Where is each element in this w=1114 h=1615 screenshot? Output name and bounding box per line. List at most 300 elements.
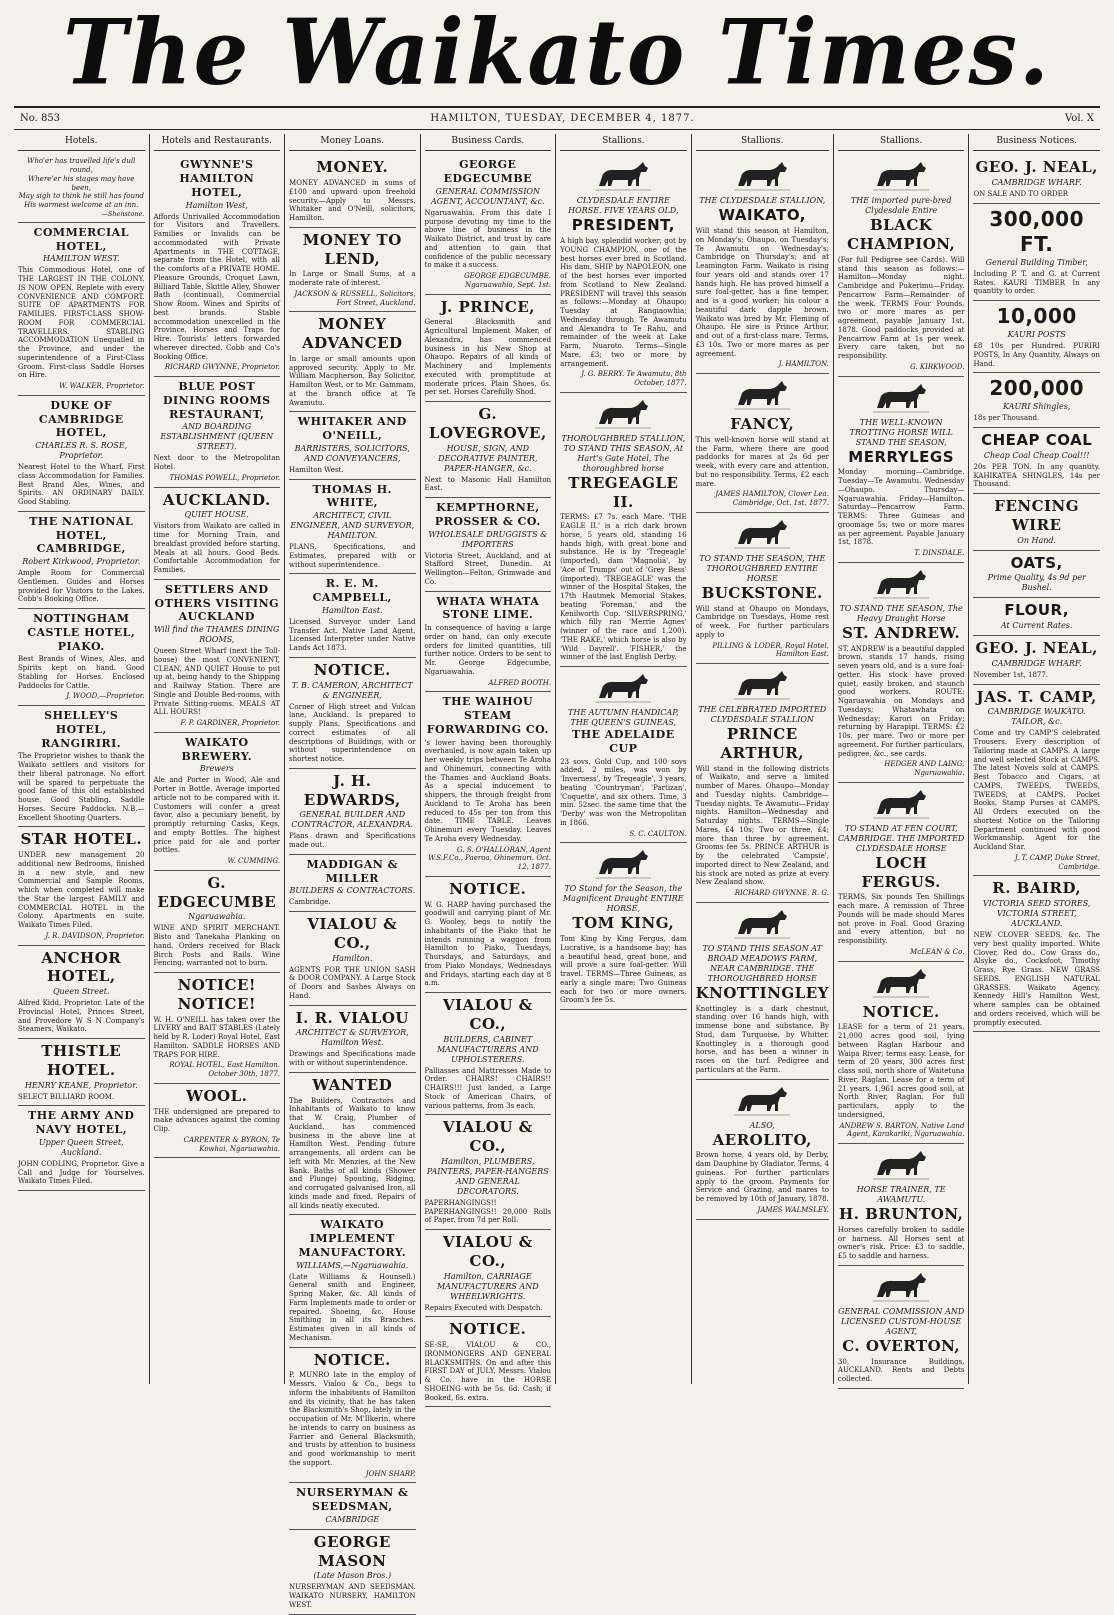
ad-title: WHITAKER AND O'NEILL, — [297, 415, 407, 442]
advertisement — [289, 312, 416, 412]
ad-body: 20s PER TON. In any quantity. KAHIKATEA SHINGLES, 14s per Thousand. — [973, 462, 1100, 489]
column-heading: Hotels. — [18, 134, 145, 151]
advertisement — [560, 393, 687, 667]
newspaper-title: The Waikato Times. — [63, 0, 1051, 106]
horse-engraving-icon — [696, 518, 829, 552]
ad-body: TERMS: £7 7s. each Mare. 'THE EAGLE II.' is a rich dark brown horse, 5 years old, standing 16 hands high, with great bone and substance. He is by 'Tregeagle' (imported), dam 'Magnolia', by 'Ace of Trumps' out of 'Grey Bess' (imported). 'TREGEAGLE' was the winner of the Hospital Stakes, the 17th Hautmek Memorial Stakes, beating 'Foreman,' and the Kenilworth Cup. 'SILVERSPRING,' which filly ran 'Merrie Agnes' (winner of the race and 1,200). 'THE RAKE,' which horse is also by 'Wild Dayrell'. 'FISHER,' the winner of the last English Derby. — [560, 513, 687, 662]
ad-subtitle: Hamilton West, — [185, 200, 248, 210]
ad-body: W. H. O'NEILL has taken over the LIVERY and BAIT STABLES (Lately held by R. Loder) Royal Hotel, East Hamilton. SADDLE HORSES AND TRAPS FOR HIRE. — [153, 1015, 281, 1059]
ad-title: TREGEAGLE II. — [568, 473, 679, 511]
ad-title: PRESIDENT, — [571, 216, 675, 235]
ad-body: Ample Room for Commercial Gentlemen. Guides and Horses provided for Visitors to the Lakes. Cobb's Booking Office. — [18, 569, 145, 604]
ad-subtitle: Will find the THAMES DINING ROOMS, — [154, 625, 280, 644]
advertisement — [838, 962, 965, 1145]
ad-body: 23 sovs, Gold Cup, and 100 sovs added, 2 miles, was won by 'Inverness', by 'Tregeagle', 3 years, beating 'Countryman', 'Partizan', 'Coquette', and six others. Time, 3 min. 52sec. the same time that the 'Derby' was won the Metropolitan in 1866. — [560, 757, 687, 827]
ad-subtitle: Robert Kirkwood, Proprietor. — [22, 557, 141, 567]
ad-body: Monday morning—Cambridge. Tuesday—Te Awamutu. Wednesday—Ohaupo. Thursday—Ngaruawahia. Friday—Hamilton. Saturday—Pencarrow Farm. TERMS: Three Guineas and groomage 5s; two or more mares as per agreement. Payable January 1st, 1878. — [837, 468, 965, 547]
ad-title: VIALOU & CO., — [307, 915, 398, 952]
ad-body: In Large or Small Sums, at a moderate rate of interest. — [289, 270, 416, 287]
ad-title: G. EDGECUMBE — [157, 873, 277, 911]
ad-subtitle: General Building Timber, — [985, 257, 1088, 267]
ad-title: FENCING WIRE — [994, 497, 1080, 534]
verse-author: —Shenstone. — [101, 209, 145, 218]
ad-body: MONEY ADVANCED in sums of £100 and upward upon freehold security.—Apply to Messrs. Whitaker and O'Neill, solicitors, Hamilton. — [289, 179, 416, 222]
advertisement — [425, 993, 552, 1115]
ad-body: LEASE for a term of 21 years, 21,000 acres good soil, lying between Raglan Harbour and Waipa River; terms easy. Lease, for term of 20 years, 300 acres first class soil, north shore of Waitetuna River, Raglan. Lease for a term of 21 years, 1,961 acres good soil, at North River, Raglan. For full particulars, apply to the undersigned, — [837, 1023, 965, 1119]
advertisement — [289, 480, 416, 575]
ad-signature: ROYAL HOTEL, East Hamilton. October 30th, 1877. — [169, 1061, 281, 1078]
ad-title: JAS. T. CAMP, — [976, 687, 1097, 706]
ad-list — [838, 155, 965, 1389]
ad-signature: J. R. DAVIDSON, Proprietor. — [45, 931, 145, 940]
issue-number: No. 853 — [20, 113, 61, 124]
advertisement — [425, 1317, 552, 1407]
ad-subtitle: Prime Quality, 4s 9d per Bushel. — [987, 573, 1086, 593]
ad-title: THE ADELAIDE CUP — [572, 728, 675, 755]
advertisement — [289, 574, 416, 658]
ad-body: (Late Williams & Hounsell.) General smith and Engineer, Spring Maker, &c. All kinds of Farm Implements made to order or repaired. Shoeing, &c. House Smithing in all its Branches. Estimates given in all kinds of Mechanism. — [289, 1272, 416, 1342]
advertisement — [973, 685, 1100, 877]
advertisement — [560, 667, 687, 843]
ad-title: THE NATIONAL HOTEL, CAMBRIDGE, — [29, 514, 134, 556]
advertisement — [696, 664, 829, 903]
ad-signature: CARPENTER & BYRON, Te Kowhai, Ngaruawahia. — [183, 1135, 281, 1153]
verse-line: Where'er his stages may have been, — [28, 174, 135, 192]
advertisement — [18, 827, 145, 945]
ad-title: GWYNNE'S HAMILTON HOTEL, — [179, 158, 255, 199]
advertisement — [289, 1006, 416, 1073]
ad-title: MONEY TO LEND, — [302, 230, 402, 268]
ad-title: LOCH FERGUS. — [861, 853, 941, 891]
ad-body: Tom King by King Fergus, dam Lucrative, is a handsome bay; has a beautiful head, great bone, and will prove a sure foal-getter. Will travel. TERMS—Three Guineas, as early a single mare; Two Guineas each for two or more owners. Groom's fee 5s. — [560, 935, 687, 1005]
ad-body: £8 10s per Hundred. PURIRI POSTS, In Any Quantity, Always on Hand. — [973, 342, 1100, 368]
advertisement — [973, 494, 1100, 551]
ad-title: J. H. EDWARDS, — [303, 771, 401, 809]
ad-body: WINE AND SPIRIT MERCHANT. Bisto and Tanekaha Planking on hand. Orders received for Black Birch Posts and Rails. Wine Fencing, warranted not to burn. — [153, 924, 281, 968]
advertisement — [973, 876, 1100, 1032]
ad-body: The Builders, Contractors and Inhabitants of Waikato to know that W. Craig, Plumber of Auckland, has commenced business in the above line at Hamilton West. Pending future arrangements, all orders can be left with Mr. Menzies, at the New Bank. Baths of all kinds (Shower and Plunge) Spouting, Ridging, and corrugated galvanised Iron, all kinds made and fixed. Repairs of all kinds neatly executed. — [289, 1096, 416, 1210]
ad-body: Cambridge. — [289, 898, 331, 907]
ad-signature: JOHN SHARP, — [365, 1469, 416, 1478]
horse-engraving-icon — [696, 1085, 829, 1119]
ad-signature: W. CUMMING. — [227, 857, 281, 865]
ad-body: November 1st, 1877. — [973, 670, 1049, 679]
ad-subtitle: HORSE TRAINER, TE AWAMUTU. — [856, 1185, 946, 1204]
column-heading: Business Notices. — [973, 134, 1100, 151]
horse-engraving-icon — [560, 160, 687, 194]
horse-engraving-icon — [838, 1271, 965, 1305]
ad-subtitle: WILLIAMS,—Ngaruawahia. — [296, 1260, 409, 1270]
horse-engraving-icon — [838, 967, 965, 1001]
ad-body: ON SALE AND TO ORDER — [973, 190, 1069, 198]
column-heading: Stallions. — [838, 134, 965, 151]
verse-line: May sigh to think he still has found — [18, 192, 144, 201]
ad-body: Corner of High street and Vulcan lane, Auckland. Is prepared to supply Plans, Specifications and correct estimates of all descriptions of Buildings, with or without superintendence on shortest notice. — [289, 702, 416, 763]
ad-signature: T. DINSDALE. — [914, 549, 965, 557]
ad-subtitle: THE AUTUMN HANDICAP, THE QUEEN'S GUINEAS, — [568, 708, 679, 727]
ad-body: The Proprietor wishes to thank the Waikato settlers and visitors for their liberal patronage. No effort will be spared to perpetuate the good fame of this old established house. Good Stabling. Saddle Horses. Secure Paddocks. N.B.—Excellent Shooting Quarters. — [18, 752, 145, 822]
advertisement — [18, 946, 145, 1040]
advertisement — [18, 396, 145, 512]
ad-body: Affords Unrivalled Accommodation for Visitors and Travellers. Families or Invalids can be accommodated with Private Apartments in THE COTTAGE, separate from the Hotel, with all the comforts of a PRIVATE HOME. Pleasure Grounds, Croquet Lawn, Billiard Table, Skittle Alley, Shower Bath (continual), Commercial Show Room. Wines and Spirits of best brands. Stable accommodation unexcelled in the Province. Horses and Traps for Hire. Tourists' letters forwarded wherever directed. Cobb and Co's Booking Office. — [153, 212, 281, 361]
ad-title: MADDIGAN & MILLER — [306, 857, 399, 885]
ad-body: Brown horse, 4 years old, by Derby, dam Dauphine by Gladiator. Terms, 4 guineas. For further particulars apply to the groom. Payments for Service and Grazing, and mares to be removed by 10th of January, 1878. — [695, 1151, 829, 1203]
ad-list — [560, 155, 687, 1010]
ad-body: UNDER new management 20 additional new Bedrooms, finished in a new style, and new Commercial and Sample Rooms, which when completed will make the Star the largest FAMILY and COMMERCIAL HOTEL in the Colony. Apartments en suite. Waikato Times Filed. — [18, 851, 145, 930]
ad-subtitle: THOROUGHBRED STALLION, TO STAND THIS SEASON, At Hart's Gate Hotel, The thoroughbred horse — [561, 433, 686, 473]
advertisement — [425, 692, 552, 877]
advertisement — [18, 223, 145, 396]
ad-body: PAPERHANGINGS!! PAPERHANGINGS!! 20,000 Rolls of Paper, from 7d per Roll. — [424, 1198, 552, 1225]
ad-title: MERRYLEGS — [848, 447, 955, 466]
ad-body: Plans drawn and Specifications made out. — [289, 832, 416, 849]
ad-body: Repairs Executed with Despatch. — [424, 1303, 543, 1312]
ad-subtitle: THE imported pure-bred Clydesdale Entire — [850, 196, 952, 216]
ad-signature: THOMAS POWELL, Proprietor. — [169, 473, 281, 482]
ad-body: Best Brands of Wines, Ales, and Spirits kept on hand. Good Stabling for Horses. Enclosed Paddocks for Cattle. — [18, 655, 145, 690]
ad-subtitle: CHARLES R. S. ROSE, Proprietor. — [35, 441, 128, 461]
ad-body: W. G. HARP having purchased the goodwill and carrying plant of Mr. G. Wooley, begs to notify the inhabitants of the Piako that he intends running a waggon from Hamilton to Piako, Tuesdays, Thursdays, and Saturdays, and from Piako Mondays, Wednesdays and Fridays, starting each day at 8 a.m. — [424, 900, 552, 988]
ad-title: 300,000 FT. — [989, 206, 1084, 256]
advertisement — [973, 428, 1100, 494]
ad-signature: HEDGER AND LAING, Ngaruawahia. — [884, 760, 965, 777]
column-hotels — [14, 134, 149, 1384]
advertisement — [425, 155, 552, 294]
ad-title: R. E. M. CAMPBELL, — [312, 577, 392, 604]
advertisement — [18, 706, 145, 827]
advertisement — [425, 498, 552, 592]
advertisement — [154, 488, 281, 580]
ad-title: MONEY ADVANCED — [301, 315, 403, 352]
ad-subtitle: CAMBRIDGE WAIKATO. TAILOR, &c. — [987, 707, 1086, 727]
advertisement — [973, 301, 1100, 373]
ad-title: NOTICE. — [862, 1002, 940, 1021]
ad-body: Will stand in the following districts of Waikato, and serve a limited number of Mares. Ohaupo—Monday and Tuesday nights. Cambridge—Tuesday nights. Te Awamutu—Friday nights. Hamilton—Wednesday and Saturday nights. TERMS—Single Mares, £4 10s; Two or three, £4; more than three by agreement. Grooms fee 5s. PRINCE ARTHUR is by the celebrated 'Campsie', imported direct to New Zealand, and his stock are noted as prize at every New Zealand show. — [695, 764, 829, 887]
advertisement — [18, 1039, 145, 1106]
ad-subtitle: HOUSE, SIGN, AND DECORATIVE PAINTER, PAPER-HANGER, &c. — [438, 443, 538, 473]
ad-title: R. BAIRD, — [992, 879, 1082, 898]
advertisement — [838, 563, 965, 783]
ad-title: NOTTINGHAM CASTLE HOTEL, PIAKO. — [27, 612, 136, 653]
advertisement — [154, 1084, 281, 1159]
ad-subtitle: WHOLESALE DRUGGISTS & IMPORTERS — [428, 529, 548, 549]
ad-body: SELECT BILLIARD ROOM. — [18, 1092, 115, 1101]
column-stallions-1 — [555, 134, 691, 1384]
advertisement — [289, 228, 416, 313]
ad-body: Knottingley is a dark chestnut, standing over 16 hands high, with immense bone and substance. By Stud, dam Turquoise, by Whitter. Knottingley is a thorough good horse, and has been a winner in races on the turf. Pedigree and particulars at the Farm. — [695, 1004, 829, 1074]
ad-subtitle: HENRY KEANE, Proprietor. — [24, 1080, 138, 1090]
ad-title: VIALOU & CO., — [442, 1233, 533, 1270]
ad-title: COMMERCIAL HOTEL, — [33, 225, 129, 253]
column-heading: Stallions. — [560, 134, 687, 151]
ad-signature: JAMES HAMILTON, Clover Lea. Cambridge, Oct. 1st, 1877. — [715, 490, 829, 507]
masthead — [0, 0, 1114, 104]
advertisement — [425, 1115, 552, 1230]
ad-title: J. PRINCE, — [440, 297, 536, 316]
advertisement — [425, 592, 552, 693]
advertisement — [18, 1106, 145, 1191]
ad-title: ANCHOR HOTEL, — [41, 948, 122, 986]
ad-title: C. OVERTON, — [842, 1336, 961, 1355]
advertisement — [696, 374, 829, 513]
ad-signature: G. KIRKWOOD. — [910, 362, 965, 371]
ad-subtitle: Hamilton, CARRIAGE MANUFACTURERS AND WHEELWRIGHTS. — [436, 1271, 539, 1301]
ad-title: KNOTTINGLEY — [695, 983, 829, 1002]
ad-subtitle: ARCHITECT, CIVIL ENGINEER, AND SURVEYOR, HAMILTON. — [290, 511, 415, 540]
ad-subtitle: BUILDERS, CABINET MANUFACTURERS AND UPHOLSTERERS. — [436, 1034, 539, 1064]
ad-signature: J. T. CAMP, Duke Street, Cambridge. — [1014, 853, 1100, 871]
ad-body: Will stand this season at Hamilton, on Monday's; Ohaupo, on Tuesday's; Te Awamutu on Wednesday's; Cambridge on Thursday's; and at Leamington Farm. Waikato is rising four years old and stands over 17 hands high. He has proved himself a sure foal-getter, has a fine temper, and is a good worker; his colour a beautiful dark dapple brown. Waikato was bred by Mr. Fleming of Ohaupo. He sire is Prince Arthur, and out of a first-class mare. Terms, £3 10s. Two or more mares as per agreement. — [695, 227, 829, 358]
place-date: HAMILTON, TUESDAY, DECEMBER 4, 1877. — [430, 113, 695, 124]
ad-subtitle: HAMILTON WEST. — [43, 254, 120, 264]
advertisement — [289, 155, 416, 228]
ad-title: GEO. J. NEAL, — [975, 158, 1098, 177]
horse-engraving-icon — [696, 160, 829, 194]
ad-subtitle: THE CELEBRATED IMPORTED CLYDESDALE STALLION — [698, 705, 827, 724]
ad-title: 10,000 — [996, 304, 1077, 328]
advertisement — [289, 1348, 416, 1484]
ad-signature: ANDREW S. BARTON, Native Land Agent, Karakariki, Ngaruawahia. — [839, 1121, 965, 1139]
ad-body: NURSERYMAN AND SEEDSMAN. WAIKATO NURSERY, HAMILTON WEST. — [289, 1583, 416, 1609]
ad-signature: J. G. BERRY. Te Awamutu, 8th October, 1877. — [581, 370, 687, 387]
advertisement — [425, 1230, 552, 1317]
ad-body: Ngaruawahia. From this date I purpose devoting my time to the above line of business in the Waikato District, and trust by care and attention to gain that confidence of the public necessary to make it a success. — [424, 208, 552, 270]
column-heading: Business Cards. — [425, 134, 552, 151]
advertisement — [154, 733, 281, 871]
ad-list — [973, 155, 1100, 1032]
advertisement — [838, 1266, 965, 1389]
ad-title: GEORGE MASON — [313, 1532, 391, 1570]
advertisement — [838, 1144, 965, 1266]
horse-engraving-icon — [838, 1149, 965, 1183]
ad-subtitle: ALSO, — [749, 1120, 775, 1130]
ad-title: MONEY. — [316, 158, 389, 177]
ad-title: GEO. J. NEAL, — [975, 639, 1098, 657]
ad-subtitle: On Hand. — [1017, 535, 1057, 545]
advertisement — [973, 551, 1100, 599]
ad-body: Palliasses and Mattresses Made to Order. CHAIRS! CHAIRS!! CHAIRS!!! Just landed, a Large Stock of American Chairs, of various patterns, from 3s each. — [424, 1066, 552, 1110]
column-heading: Money Loans. — [289, 134, 416, 151]
advertisement — [154, 871, 281, 973]
ad-signature: GEORGE EDGECUMBE. Ngaruawahia, Sept. 1st. — [464, 272, 552, 289]
ad-title: TOM KING, — [572, 914, 675, 933]
ad-body: 30, Insurance Buildings, AUCKLAND. Rents and Debts collected. — [837, 1357, 965, 1383]
ad-body: THE undersigned are prepared to make advances against the coming Clip. — [153, 1107, 281, 1133]
ad-subtitle: Hamilton East. — [321, 605, 383, 615]
column-hotels-restaurants — [149, 134, 285, 1384]
advertisement — [973, 155, 1100, 204]
horse-engraving-icon — [560, 848, 687, 882]
ad-title: WAIKATO, — [718, 206, 806, 225]
ad-title: THE WAIHOU STEAM FORWARDING CO. — [426, 695, 549, 736]
advertisement — [838, 783, 965, 962]
ad-body: Next to Masonic Hall Hamilton East. — [424, 475, 552, 493]
ad-title: AEROLITO, — [712, 1130, 812, 1149]
ad-title: WAIKATO BREWERY. — [181, 735, 253, 763]
advertisement — [425, 402, 552, 498]
ad-title: BUCKSTONE. — [701, 583, 823, 602]
ad-title: DUKE OF CAMBRIDGE HOTEL, — [38, 398, 124, 440]
ad-title: NOTICE. — [313, 1350, 391, 1369]
volume-number: Vol. X — [1065, 113, 1094, 124]
ad-subtitle: BUILDERS & CONTRACTORS. — [289, 886, 416, 896]
ad-subtitle: GENERAL COMMISSION AND LICENSED CUSTOM-HOUSE AGENT, — [838, 1306, 965, 1336]
column-heading: Hotels and Restaurants. — [154, 134, 281, 151]
ad-subtitle: (Late Mason Bros.) — [313, 1571, 392, 1581]
ad-body: In large or small amounts upon approved security. Apply to Mr. William Macpherson, Bay Solicitor, Hamilton West, or to Mr. Gammam, at the branch office at Te Awamutu. — [289, 354, 416, 407]
advertisement — [18, 609, 145, 706]
advertisement — [289, 1483, 416, 1530]
ad-body: This Commodious Hotel, one of THE LARGEST IN THE COLONY, IS NOW OPEN. Replete with every CONVENIENCE AND COMFORT. SUITE OF APARTMENTS FOR FAMILIES. FIRST-CLASS SHOW-ROOM FOR COMMERCIAL TRAVELLERS. STABLING ACCOMMODATION Unequalled in the Province, and under the superintendence of a First-Class Groom. First-class Saddle Horses on Hire. — [18, 266, 145, 380]
ad-signature: S. C. CAULTON. — [629, 829, 687, 838]
column-business-cards — [420, 134, 556, 1402]
advertisement — [696, 1080, 829, 1220]
ad-subtitle: THE CLYDESDALE STALLION, — [699, 196, 826, 206]
ad-body: In consequence of having a large order on hand, can only execute orders for limited quantities, till further notice. Orders to be sent to Mr. George Edgecumbe, Ngaruawahia. — [424, 624, 552, 676]
advertisement — [289, 658, 416, 769]
ad-list — [696, 155, 829, 1219]
ad-signature: RICHARD GWYNNE, Proprietor. — [164, 363, 281, 372]
ad-subtitle: Upper Queen Street, Auckland. — [38, 1137, 124, 1157]
ad-title: FANCY, — [730, 415, 795, 433]
ad-title: I. R. VIALOU — [295, 1008, 409, 1027]
ad-title: BLUE POST DINING ROOMS RESTAURANT, — [162, 380, 271, 421]
ad-body: Ale and Porter in Wood, Ale and Porter in Bottle. Average imported article not to be compared with it. Customers will confer a great favor, also a pecuniary benefit, by promptly returning Casks, Kegs, and empty Bottles. The highest price paid for ale and porter bottles. — [153, 776, 281, 855]
horse-engraving-icon — [838, 160, 965, 194]
ad-title: NURSERYMAN & SEEDSMAN, — [296, 1486, 409, 1513]
ad-list — [154, 155, 281, 1158]
ad-subtitle: THE WELL-KNOWN TROTTING HORSE WILL STAND THE SEASON, — [849, 417, 953, 447]
ad-body: TERMS, Six pounds Ten Shillings each mare. A remission of Three Pounds will be made should Mares not prove in Foal. Good Grazing and every attention, but no responsibility. — [837, 893, 965, 945]
ad-body: 's lower having been thoroughly overhauled, is now again taken up her weekly trips between Te Aroha and Ohinemuri, connecting with the Thames and Auckland Boats. As a special inducement to shippers, the through freight from Auckland to Te Aroha has been reduced to 45s per ton from this date. TIME TABLE. Leaves Ohinemuri every Tuesday. Leaves Te Aroha every Wednesday. — [424, 738, 552, 843]
advertisement — [289, 1215, 416, 1347]
column-money-loans — [284, 134, 420, 1609]
ad-subtitle: Hamilton, PLUMBERS, PAINTERS, PAPER-HANGERS AND GENERAL DECORATORS. — [426, 1156, 549, 1196]
advertisement — [696, 155, 829, 374]
ad-signature: PILLING & LODER, Royal Hotel, Hamilton East. — [712, 641, 829, 659]
advertisement — [289, 912, 416, 1006]
ad-signature: JACKSON & RUSSELL, Solicitors, Fort Street, Auckland. — [294, 289, 416, 307]
ad-title: H. BRUNTON, — [839, 1205, 964, 1223]
ad-subtitle: GENERAL BUILDER AND CONTRACTOR, ALEXANDRA. — [291, 810, 414, 830]
ad-signature: RICHARD GWYNNE. R. G. — [734, 889, 829, 897]
advertisement — [289, 412, 416, 479]
ad-title: NOTICE. — [313, 660, 391, 679]
advertisement — [425, 877, 552, 993]
ad-body: Nearest Hotel to the Wharf. First class Accommodation for Families. Best Brand Ales, Wines, and Spirits. AN ORDINARY DAILY. Good Stabling. — [18, 463, 145, 507]
advertisement — [838, 155, 965, 376]
ad-title: GEORGE EDGECUMBE — [443, 158, 533, 185]
advertisement — [289, 1073, 416, 1216]
ad-title: VIALOU & CO., — [442, 1118, 533, 1155]
ad-title: WAIKATO IMPLEMENT MANUFACTORY. — [298, 1218, 407, 1259]
ad-body: SE-SE, VIALOU & CO., IRONMONGERS AND GENERAL BLACKSMITHS. On and after this FIRST DAY of JULY, Messrs. Vialou & Co. have in the HORSE SHOEING with be 5s. 6d. Cash; if Booked, 6s. extra. — [424, 1341, 552, 1402]
ad-title: VIALOU & CO., — [442, 996, 533, 1033]
ad-body: Hamilton West. — [289, 465, 344, 474]
ad-title: NOTICE. — [449, 1320, 527, 1339]
ad-body: 18s per Thousand. — [973, 414, 1040, 423]
ad-body: Licensed Surveyor under Land Transfer Act. Native Land Agent, Licensed Interpreter under Native Lands Act 1873. — [289, 617, 416, 652]
ad-subtitle: TO STAND AT FEN COURT, CAMBRIDGE. THE IMPORTED CLYDESDALE HORSE — [838, 823, 965, 853]
ad-subtitle: Cheap Coal Cheap Coal!!! — [983, 450, 1090, 460]
ad-title: CHEAP COAL — [981, 431, 1093, 449]
advertisement — [696, 903, 829, 1080]
dateline — [14, 106, 1100, 130]
ad-title: THE ARMY AND NAVY HOTEL, — [28, 1109, 135, 1137]
ad-signature: F. P. GARDINER, Proprietor. — [180, 719, 281, 727]
ad-title: WOOL. — [186, 1086, 248, 1105]
ad-title: NOTICE! NOTICE! — [177, 976, 256, 1013]
ad-signature: W. WALKER, Proprietor. — [59, 382, 145, 391]
horse-engraving-icon — [838, 382, 965, 416]
ad-subtitle: VICTORIA SEED STORES, VICTORIA STREET, AUCKLAND. — [982, 899, 1091, 928]
ad-subtitle: CAMBRIDGE WHARF. — [991, 178, 1082, 187]
advertisement — [973, 598, 1100, 636]
advertisement — [973, 373, 1100, 428]
ad-signature: J. WOOD,—Proprietor. — [66, 692, 145, 701]
verse — [18, 155, 145, 223]
page-columns — [14, 134, 1104, 1609]
advertisement — [838, 377, 965, 563]
column-stallions-2 — [691, 134, 833, 1384]
ad-subtitle: Ngaruawahia. — [188, 912, 246, 922]
column-stallions-3 — [833, 134, 969, 1384]
ad-body: PLANS, Specifications, and Estimates, prepared with or without superintendence. — [289, 543, 416, 569]
advertisement — [560, 155, 687, 393]
ad-body: Visitors from Waikato are called in time for Morning Train, and breakfast provided before starting. Meals at all hours. Good Beds. Comfortable Accommodation for Families. — [153, 522, 281, 574]
ad-subtitle: TO STAND THE SEASON, THE THOROUGHBRED ENTIRE HORSE — [699, 553, 826, 583]
ad-title: STAR HOTEL. — [20, 830, 143, 849]
ad-subtitle: CLYDESDALE ENTIRE HORSE. FIVE YEARS OLD, — [568, 196, 679, 216]
ad-subtitle: ARCHITECT & SURVEYOR, Hamilton West. — [295, 1028, 409, 1048]
horse-engraving-icon — [838, 568, 965, 602]
verse-line: Who'er has travelled life's dull round, — [27, 157, 136, 174]
ad-signature: JAMES WALMSLEY. — [757, 1205, 829, 1214]
ad-subtitle: CAMBRIDGE WHARF. — [991, 658, 1082, 668]
ad-title: OATS, — [1010, 553, 1063, 572]
horse-engraving-icon — [696, 379, 829, 413]
advertisement — [973, 204, 1100, 301]
ad-body: P. MUNRO late in the employ of Messrs. Vialou & Co., begs to inform the inhabitants of Hamilton and its vicinity, that he has taken the Blacksmith's Shop, lately in the occupation of Mr. M'Ilkerin, where he intends to carry on business as Farrier and General Blacksmith, and trusts by attention to business and good workmanship to merit the support. — [289, 1371, 416, 1467]
horse-engraving-icon — [696, 669, 829, 703]
ad-body: (For full Pedigree see Cards). Will stand this season as follows:—Hamilton—Monday night. Cambridge and Pukerimu—Friday. Pencarrow Farm—Remainder of the week. TERMS Four Pounds, two or more mares as per agreement, payable January 1st, 1878. Good paddocks provided at Pencarrow Farm at 1s per week. Every care taken, but no responsibility. — [837, 255, 965, 360]
ad-subtitle: TO STAND THE SEASON, The Heavy Draught Horse — [839, 603, 963, 623]
ad-subtitle: GENERAL COMMISSION AGENT, ACCOUNTANT, &c. — [430, 186, 545, 206]
advertisement — [154, 377, 281, 488]
ad-title: PRINCE ARTHUR, — [720, 725, 804, 762]
ad-body: Including P. T. and G. at Current Rates. KAURI TIMBER In any quantity to order. — [973, 269, 1100, 296]
advertisement — [154, 155, 281, 377]
ad-body: This well-known horse will stand at the Farm, where there are good paddocks for mares at 2s 6d per week, with every care and attention, but no responsibility. Terms, £2 each mare. — [695, 435, 829, 488]
ad-body: NEW CLOVER SEEDS, &c. The very best quality imported. White Clover, Red do., Cow Grass do., Alsyke do., Cocksfoot, Timothy Grass, Rye Grass. NEW GRASS SEEDS. ENGLISH NATURAL GRASSES. Waikato Agency, Kennedy Hill's Hamilton West, where samples can be obtained and orders received, which will be promptly executed. — [973, 931, 1100, 1027]
ad-title: NOTICE. — [449, 879, 527, 898]
ad-body: Drawings and Specifications made with or without superintendence. — [289, 1050, 416, 1067]
ad-list — [18, 223, 145, 1191]
ad-subtitle: KAURI Shingles, — [1003, 402, 1071, 412]
ad-subtitle: CAMBRIDGE — [325, 1514, 380, 1524]
ad-subtitle: BARRISTERS, SOLICITORS, AND CONVEYANCERS, — [294, 443, 410, 463]
ad-title: 200,000 — [989, 376, 1084, 401]
ad-subtitle: KAURI POSTS — [1007, 330, 1066, 339]
ad-title: G. LOVEGROVE, — [428, 405, 547, 442]
ad-subtitle: AND BOARDING ESTABLISHMENT (QUEEN STREET). — [160, 422, 274, 452]
ad-body: ST. ANDREW is a beautiful dappled brown, stands 17 hands, rising seven years old, and is a sure foal-getter. His stock have proved quiet, easily broken, and staunch good workers. ROUTE: Ngaruawahia on Mondays and Tuesdays; Whatawhata on Wednesday; Karori on Friday; returning by Harapipi. TERMS: £2 10s. per mare. Two or more per agreement. For further particulars, pedigree, &c., see cards. — [837, 644, 965, 758]
ad-subtitle: TO Stand for the Season, the Magnificent Draught ENTIRE HORSE, — [562, 884, 684, 914]
ad-title: FLOUR, — [1004, 601, 1070, 620]
advertisement — [289, 769, 416, 855]
ad-subtitle: Hamilton. — [332, 953, 373, 963]
ad-body: Next door to the Metropolitan Hotel. — [153, 454, 281, 471]
